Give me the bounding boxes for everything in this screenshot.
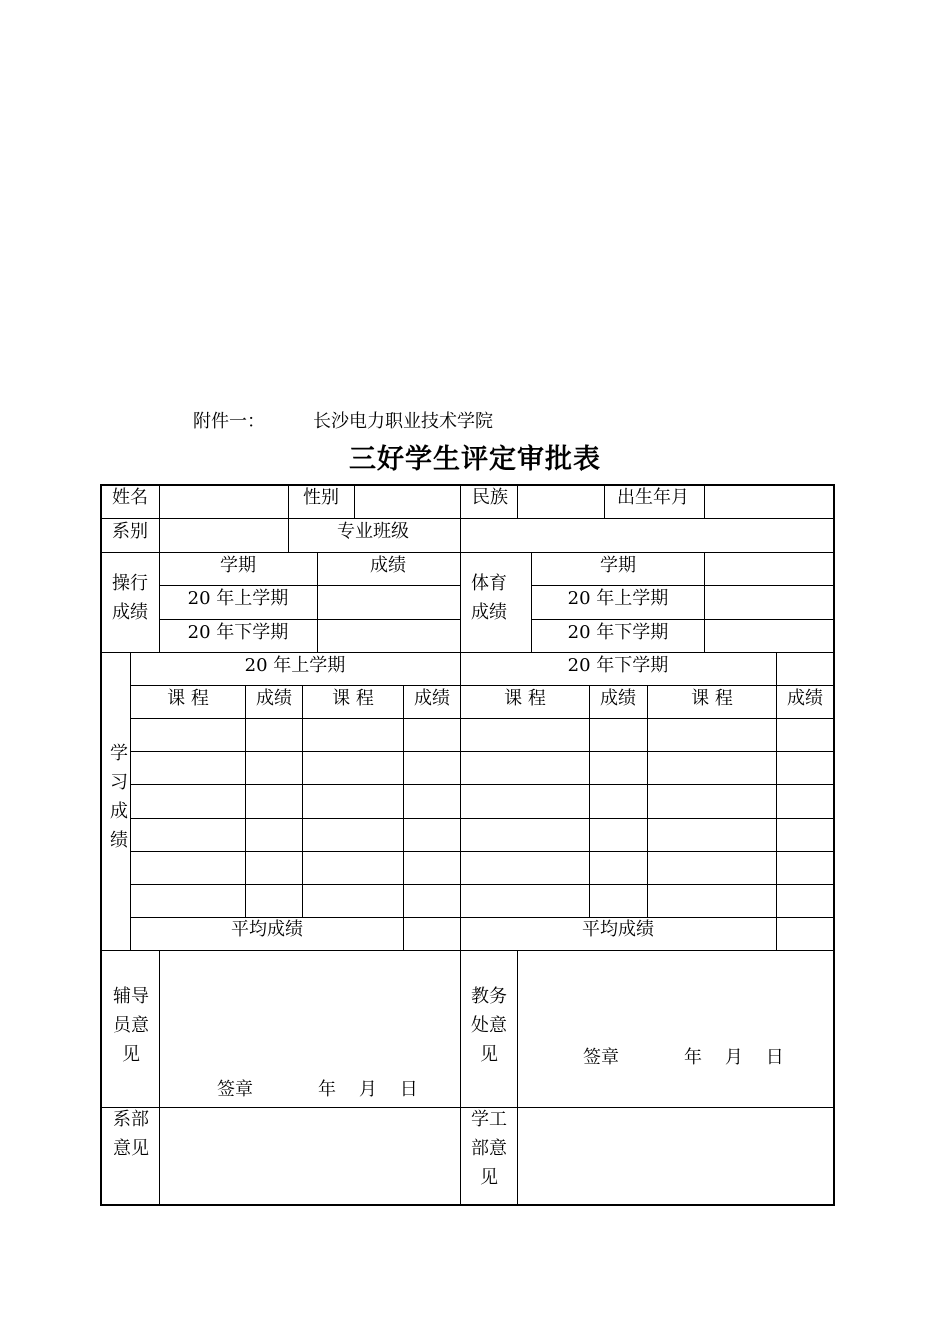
grid-line bbox=[604, 486, 605, 518]
study-term-2: 20 年下学期 bbox=[567, 655, 669, 676]
grid-line bbox=[517, 486, 518, 518]
grid-line bbox=[354, 486, 355, 518]
score-header: 成绩 bbox=[370, 555, 406, 576]
grid-line bbox=[288, 518, 289, 552]
course-header: 课 程 bbox=[332, 688, 374, 709]
name-label: 姓名 bbox=[112, 487, 148, 508]
gender-label: 性别 bbox=[303, 487, 339, 508]
grid-line bbox=[302, 685, 303, 917]
student-affairs-opinion-label: 见 bbox=[480, 1167, 498, 1188]
grid-line bbox=[159, 518, 160, 552]
student-affairs-opinion-label: 学工 bbox=[471, 1109, 507, 1130]
date-label: 年 月 日 bbox=[318, 1079, 418, 1100]
attachment-line bbox=[193, 407, 493, 433]
academic-affairs-opinion-label: 教务 bbox=[471, 986, 507, 1007]
score-header: 成绩 bbox=[600, 688, 636, 709]
grid-line bbox=[517, 950, 518, 1204]
pe-term-2: 20 年下学期 bbox=[567, 622, 669, 643]
term-header: 学期 bbox=[600, 555, 636, 576]
grid-line bbox=[460, 486, 461, 518]
academic-affairs-opinion-label: 处意 bbox=[471, 1015, 507, 1036]
pe-label: 体育 bbox=[471, 573, 507, 594]
grid-line bbox=[288, 486, 289, 518]
seal-label: 签章 bbox=[217, 1079, 253, 1100]
department-opinion-label: 系部 bbox=[113, 1109, 149, 1130]
average-score-label: 平均成绩 bbox=[231, 919, 303, 940]
study-label: 学 bbox=[110, 743, 128, 764]
grid-line bbox=[531, 619, 833, 620]
grid-line bbox=[102, 1107, 833, 1108]
grid-line bbox=[102, 652, 833, 653]
conduct-term-2: 20 年下学期 bbox=[187, 622, 289, 643]
counselor-opinion-label: 辅导 bbox=[113, 986, 149, 1007]
course-header: 课 程 bbox=[691, 688, 733, 709]
counselor-opinion-label: 见 bbox=[122, 1044, 140, 1065]
grid-line bbox=[403, 685, 404, 950]
attachment-label: 附件一： bbox=[193, 411, 265, 432]
conduct-label: 操行 bbox=[112, 573, 148, 594]
grid-line bbox=[159, 486, 160, 518]
grid-line bbox=[159, 585, 460, 586]
grid-line bbox=[704, 552, 705, 652]
study-label: 习 bbox=[110, 772, 128, 793]
score-header: 成绩 bbox=[256, 688, 292, 709]
birth-date-label: 出生年月 bbox=[617, 487, 689, 508]
grid-line bbox=[589, 685, 590, 917]
major-class-label: 专业班级 bbox=[337, 521, 409, 542]
average-score-label: 平均成绩 bbox=[582, 919, 654, 940]
grid-line bbox=[159, 619, 460, 620]
grid-line bbox=[130, 851, 833, 852]
conduct-label: 成绩 bbox=[112, 602, 148, 623]
counselor-opinion-label: 员意 bbox=[113, 1015, 149, 1036]
course-header: 课 程 bbox=[167, 688, 209, 709]
grid-line bbox=[460, 652, 461, 950]
grid-line bbox=[130, 718, 833, 719]
grid-line bbox=[102, 518, 833, 519]
study-label: 成 bbox=[110, 801, 128, 822]
grid-line bbox=[130, 884, 833, 885]
department-label: 系别 bbox=[112, 521, 148, 542]
term-header: 学期 bbox=[220, 555, 256, 576]
approval-form-table bbox=[100, 484, 835, 1206]
grid-line bbox=[460, 950, 461, 1204]
ethnicity-label: 民族 bbox=[472, 487, 508, 508]
grid-line bbox=[130, 818, 833, 819]
department-opinion-label: 意见 bbox=[113, 1138, 149, 1159]
grid-line bbox=[460, 518, 461, 552]
grid-line bbox=[317, 552, 318, 652]
grid-line bbox=[102, 552, 833, 553]
pe-term-1: 20 年上学期 bbox=[567, 588, 669, 609]
form-title: 三好学生评定审批表 bbox=[349, 444, 601, 475]
course-header: 课 程 bbox=[504, 688, 546, 709]
score-header: 成绩 bbox=[414, 688, 450, 709]
grid-line bbox=[776, 652, 777, 950]
academic-affairs-opinion-label: 见 bbox=[480, 1044, 498, 1065]
grid-line bbox=[130, 917, 833, 918]
conduct-term-1: 20 年上学期 bbox=[187, 588, 289, 609]
grid-line bbox=[130, 751, 833, 752]
grid-line bbox=[159, 552, 160, 652]
student-affairs-opinion-label: 部意 bbox=[471, 1138, 507, 1159]
grid-line bbox=[704, 486, 705, 518]
seal-label: 签章 bbox=[583, 1047, 619, 1068]
grid-line bbox=[531, 552, 532, 652]
pe-label: 成绩 bbox=[471, 602, 507, 623]
school-name: 长沙电力职业技术学院 bbox=[313, 411, 493, 432]
score-header: 成绩 bbox=[787, 688, 823, 709]
grid-line bbox=[130, 685, 833, 686]
study-term-1: 20 年上学期 bbox=[244, 655, 346, 676]
grid-line bbox=[130, 652, 131, 950]
grid-line bbox=[130, 784, 833, 785]
grid-line bbox=[531, 585, 833, 586]
study-label: 绩 bbox=[110, 830, 128, 851]
grid-line bbox=[159, 950, 160, 1204]
grid-line bbox=[647, 685, 648, 917]
date-label: 年 月 日 bbox=[684, 1047, 784, 1068]
grid-line bbox=[102, 950, 833, 951]
grid-line bbox=[245, 685, 246, 917]
grid-line bbox=[460, 552, 461, 652]
